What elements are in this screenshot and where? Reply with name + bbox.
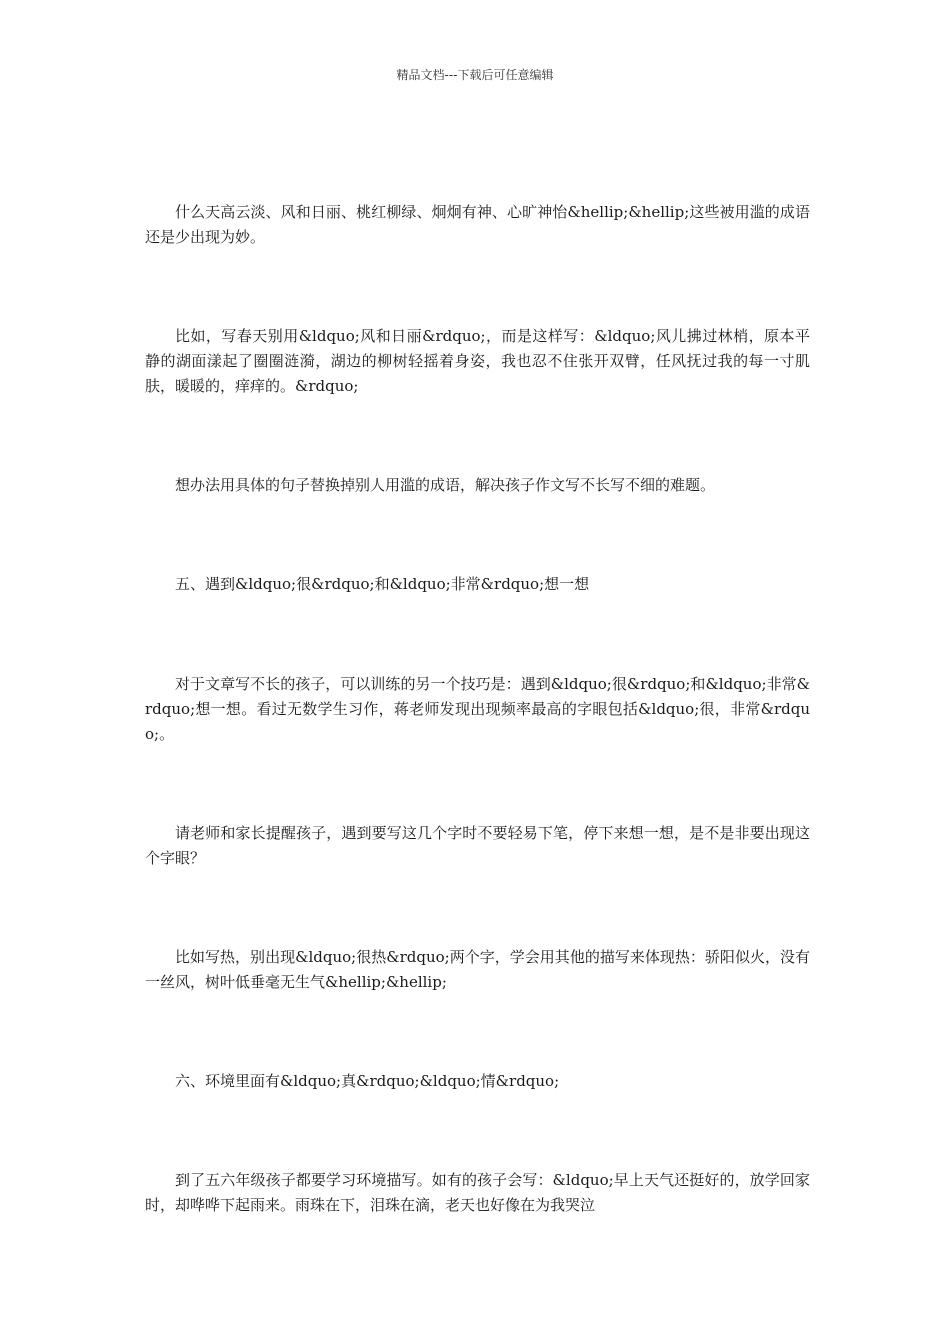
page-header: 精品文档---下载后可任意编辑 (396, 68, 554, 82)
paragraph-remind: 请老师和家长提醒孩子，遇到要写这几个字时不要轻易下笔，停下来想一想，是不是非要出现这个字眼？ (145, 824, 810, 867)
paragraph-spring-example: 比如，写春天别用&ldquo;风和日丽&rdquo;，而是这样写：&ldquo;风儿拂过林梢，原本平静的湖面漾起了圈圈涟漪，湖边的柳树轻摇着身姿，我也忍不住张开双臂，任风抚过我的每一寸肌肤，暖暖的，痒痒的。&rdquo; (145, 327, 810, 395)
paragraph-technique: 对于文章写不长的孩子，可以训练的另一个技巧是：遇到&ldquo;很&rdquo;和&ldquo;非常&rdquo;想一想。看过无数学生习作，蒋老师发现出现频率最高的字眼包括&ldquo;很，非常&rdquo;。 (145, 675, 810, 743)
section-heading-six: 六、环境里面有&ldquo;真&rdquo;&ldquo;情&rdquo; (175, 1072, 560, 1090)
paragraph-idioms: 什么天高云淡、风和日丽、桃红柳绿、炯炯有神、心旷神怡&hellip;&hellip;这些被用滥的成语还是少出现为妙。 (145, 203, 810, 246)
paragraph-hot-example: 比如写热，别出现&ldquo;很热&rdquo;两个字，学会用其他的描写来体现热：骄阳似火，没有一丝风，树叶低垂毫无生气&hellip;&hellip; (145, 948, 810, 991)
paragraph-replace-idioms: 想办法用具体的句子替换掉别人用滥的成语，解决孩子作文写不长写不细的难题。 (175, 476, 716, 494)
section-heading-five: 五、遇到&ldquo;很&rdquo;和&ldquo;非常&rdquo;想一想 (175, 575, 590, 593)
paragraph-environment: 到了五六年级孩子都要学习环境描写。如有的孩子会写：&ldquo;早上天气还挺好的，放学回家时，却哗哗下起雨来。雨珠在下，泪珠在滴，老天也好像在为我哭泣 (145, 1171, 810, 1214)
